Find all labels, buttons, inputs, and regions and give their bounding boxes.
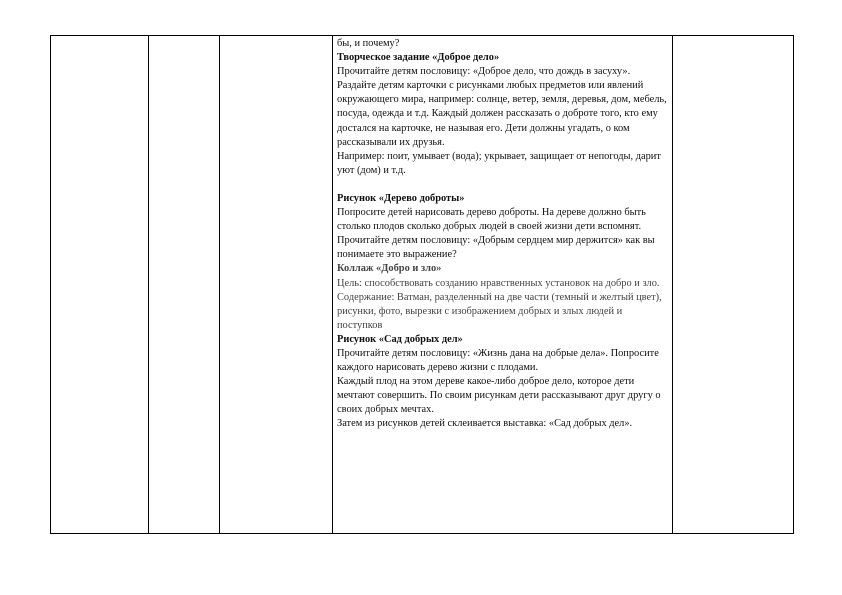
text-line: Попросите детей нарисовать дерево доброты. На дереве должно быть столько плодов сколько добрых людей в своей жизни дети вспомнят. — [337, 207, 646, 233]
heading-collage: Коллаж «Добро и зло» — [337, 263, 442, 275]
table-cell-2 — [149, 36, 220, 534]
heading-good-deed: Творческое задание «Доброе дело» — [337, 52, 500, 64]
text-line: Например: поит, умывает (вода); укрывает, защищает от непогоды, дарит уют (дом) и т.д. — [337, 150, 661, 176]
lesson-plan-table — [50, 35, 794, 534]
heading-garden-of-good-deeds: Рисунок «Сад добрых дел» — [337, 333, 463, 345]
table-cell-3 — [220, 36, 333, 534]
table-cell-content — [333, 36, 673, 534]
table-cell-1 — [51, 36, 149, 534]
text-line: Затем из рисунков детей склеивается выставка: «Сад добрых дел». — [337, 418, 633, 430]
heading-tree-of-kindness: Рисунок «Дерево доброты» — [337, 192, 465, 204]
text-line: Прочитайте детям пословицу: «Доброе дело, что дождь в засуху». — [337, 66, 631, 78]
text-line: Цель: способствовать созданию нравственных установок на добро и зло. — [337, 277, 660, 289]
text-line: Содержание: Ватман, разделенный на две части (темный и желтый цвет), рисунки, фото, вырезки с изображением добрых и злых людей и поступков — [337, 291, 662, 331]
text-line: Раздайте детям карточки с рисунками любых предметов или явлений окружающего мира, например: солнце, ветер, земля, деревья, дом, мебель, посуда, одежда и т.д. Каждый должен рассказать о доброте того, кто ему достался на карточке, не называя его. Дети должны угадать, о ком рассказывали их друзья. — [337, 80, 667, 148]
text-line: Прочитайте детям пословицу: «Добрым сердцем мир держится» как вы понимаете это выражение? — [337, 235, 655, 261]
text-line: бы, и почему? — [337, 38, 400, 49]
table-row — [51, 36, 794, 534]
text-line: Каждый плод на этом дереве какое-либо доброе дело, которое дети мечтают совершить. По своим рисункам дети рассказывают друг другу о своих добрых мечтах. — [337, 376, 661, 416]
spacer — [337, 178, 669, 192]
activity-description — [333, 36, 672, 434]
text-line: Прочитайте детям пословицу: «Жизнь дана на добрые дела». Попросите каждого нарисовать дерево жизни с плодами. — [337, 347, 659, 374]
table-cell-5 — [673, 36, 794, 534]
